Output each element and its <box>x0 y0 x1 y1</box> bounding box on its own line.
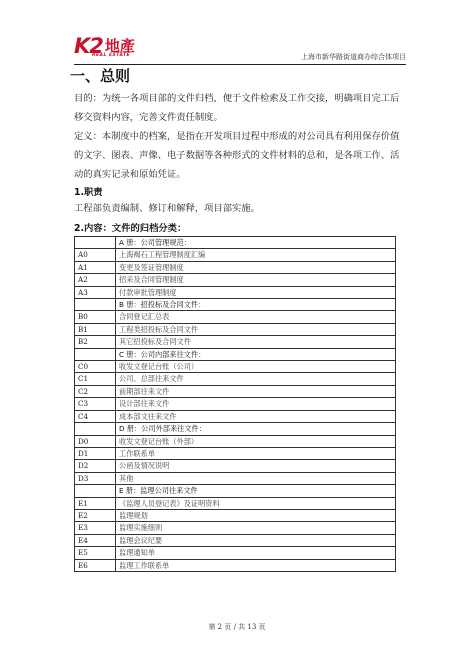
responsibility-line: 工程部负责编制、修订和解释，项目部实施。 <box>74 203 260 214</box>
document-name: 《监理人员登记表》及证明资料 <box>116 497 396 509</box>
logo-chinese-name: 地產 <box>104 37 135 55</box>
definition-line-2: 的文字、图表、声像、电子数据等各种形式的文件材料的总和，是各项工作、活 <box>74 150 400 161</box>
table-row <box>75 472 396 484</box>
table-row <box>75 323 396 335</box>
table-row <box>75 311 396 323</box>
category-row <box>75 348 396 360</box>
category-title: A 册：公司管理规范： <box>116 237 396 249</box>
row-code: E5 <box>75 547 116 559</box>
document-name: 工作联系单 <box>116 447 396 459</box>
page-number: 第 2 页 / 共 13 页 <box>208 623 266 631</box>
row-code <box>75 485 116 497</box>
table-row <box>75 385 396 397</box>
purpose-paragraph <box>74 89 410 127</box>
document-name: 公司、总部往来文件 <box>116 373 396 385</box>
document-name: 成本部文往来文件 <box>116 410 396 422</box>
table-row <box>75 497 396 509</box>
table-row <box>75 336 396 348</box>
table-row <box>75 460 396 472</box>
logo-mark: K2 <box>74 34 103 58</box>
logo-english-name: REAL ESTATE <box>92 53 131 58</box>
document-name: 工程类招投标及合同文件 <box>116 323 396 335</box>
document-name: 上海褐石工程管理制度汇编 <box>116 249 396 261</box>
row-code: C4 <box>75 410 116 422</box>
table-row <box>75 559 396 571</box>
row-code: E4 <box>75 534 116 546</box>
table-row <box>75 534 396 546</box>
row-code: C3 <box>75 398 116 410</box>
document-name: 前期部往来文件 <box>116 385 396 397</box>
table-row <box>75 398 396 410</box>
table-row <box>75 435 396 447</box>
document-name: 监理实施细则 <box>116 522 396 534</box>
row-code <box>75 237 116 249</box>
row-code: B0 <box>75 311 116 323</box>
row-code: E6 <box>75 559 116 571</box>
row-code <box>75 423 116 435</box>
row-code: E1 <box>75 497 116 509</box>
table-row <box>75 249 396 261</box>
document-name: 招采及合同管理制度 <box>116 274 396 286</box>
section-title: 一、总则 <box>70 67 131 85</box>
category-row <box>75 423 396 435</box>
row-code: B2 <box>75 336 116 348</box>
row-code: A3 <box>75 286 116 298</box>
category-row <box>75 237 396 249</box>
definition-line-3: 动的真实记录和原始凭证。 <box>74 169 186 180</box>
page-header <box>74 36 406 64</box>
row-code <box>75 299 116 311</box>
row-code: A1 <box>75 261 116 273</box>
category-title: E 册：监理公司往来文件 <box>116 485 396 497</box>
document-name: 公函及情况说明 <box>116 460 396 472</box>
row-code: C1 <box>75 373 116 385</box>
purpose-line-2: 移交资料内容，完善文件责任制度。 <box>74 112 223 123</box>
category-row <box>75 299 396 311</box>
table-row <box>75 274 396 286</box>
row-code: B1 <box>75 323 116 335</box>
document-name: 设计部往来文件 <box>116 398 396 410</box>
definition-paragraph <box>74 127 410 184</box>
document-name: 付款审批管理制度 <box>116 286 396 298</box>
row-code: C2 <box>75 385 116 397</box>
table-row <box>75 261 396 273</box>
row-code: D2 <box>75 460 116 472</box>
category-row <box>75 485 396 497</box>
document-name: 监理通知单 <box>116 547 396 559</box>
row-code: D1 <box>75 447 116 459</box>
row-code <box>75 348 116 360</box>
category-title: D 册：公司外部来往文件： <box>116 423 396 435</box>
table-row <box>75 522 396 534</box>
archive-classification-table <box>74 236 396 572</box>
row-code: E3 <box>75 522 116 534</box>
row-code: D3 <box>75 472 116 484</box>
table-row <box>75 410 396 422</box>
row-code: A2 <box>75 274 116 286</box>
table-row <box>75 373 396 385</box>
document-name: 其它招投标及合同文件 <box>116 336 396 348</box>
project-name: 上海市新华路街道商办综合体项目 <box>301 53 406 61</box>
purpose-line-1: 目的：为统一各项目部的文件归档，便于文件检索及工作交接，明确项目完工后 <box>74 93 400 104</box>
row-code: E2 <box>75 509 116 521</box>
definition-line-1: 定义：本制度中的档案，是指在开发项目过程中形成的对公司具有利用保存价值 <box>74 131 400 142</box>
responsibility-heading: 1.职责 <box>74 187 103 198</box>
table-row <box>75 361 396 373</box>
content-heading: 2.内容：文件的归档分类： <box>74 223 187 234</box>
document-name: 监理规划 <box>116 509 396 521</box>
table-row <box>75 547 396 559</box>
document-name: 收发文登记台账（外部） <box>116 435 396 447</box>
row-code: C0 <box>75 361 116 373</box>
table-row <box>75 447 396 459</box>
table-row <box>75 509 396 521</box>
document-name: 变更及签证管理制度 <box>116 261 396 273</box>
document-name: 收发文登记台账（公司） <box>116 361 396 373</box>
row-code: A0 <box>75 249 116 261</box>
document-name: 其他 <box>116 472 396 484</box>
document-name: 监理会议纪要 <box>116 534 396 546</box>
table-body <box>75 237 396 572</box>
category-title: B 册：招投标及合同文件： <box>116 299 396 311</box>
document-name: 监理工作联系单 <box>116 559 396 571</box>
row-code: D0 <box>75 435 116 447</box>
table-row <box>75 286 396 298</box>
document-name: 合同登记汇总表 <box>116 311 396 323</box>
responsibility-text <box>74 199 410 218</box>
category-title: C 册：公司内部来往文件： <box>116 348 396 360</box>
